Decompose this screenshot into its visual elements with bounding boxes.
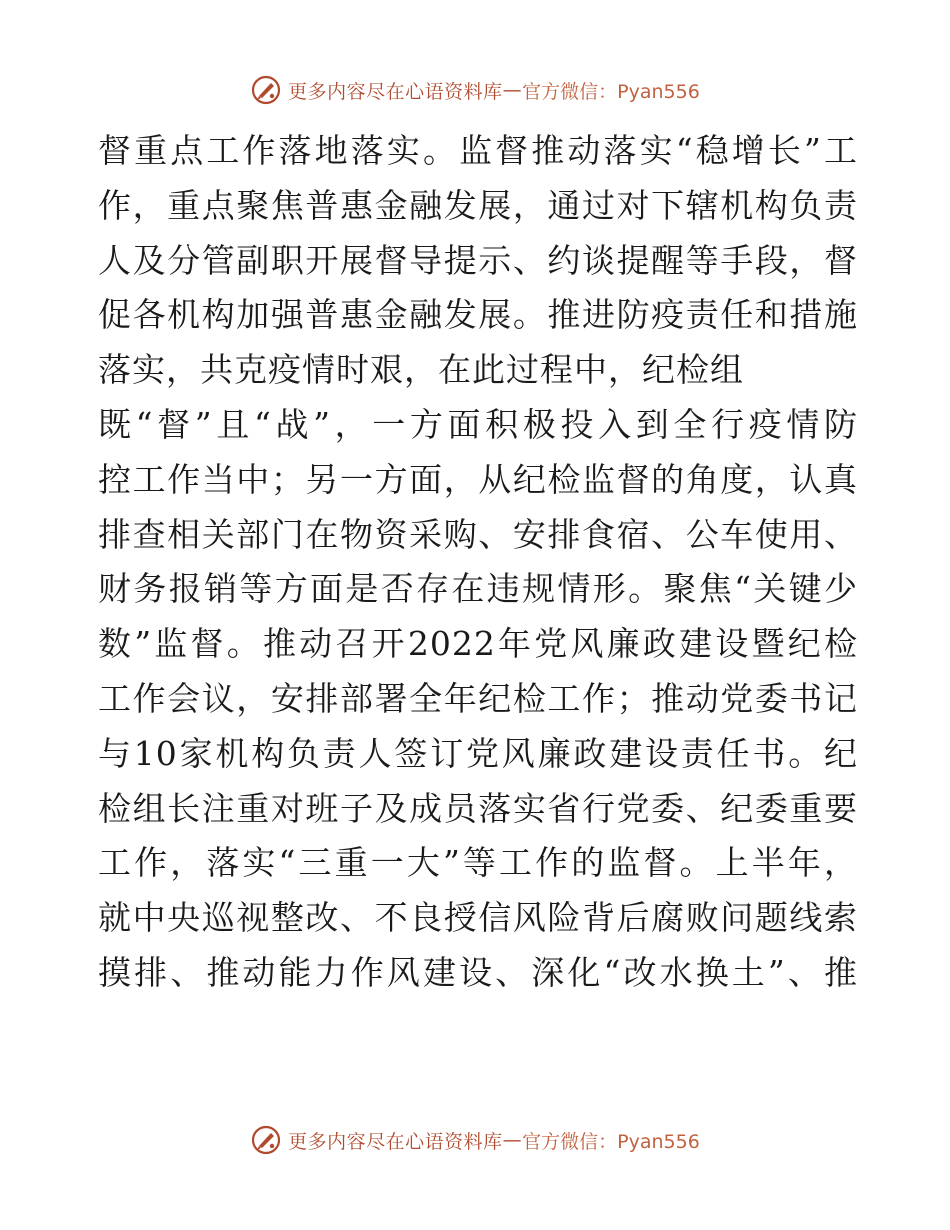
- body-line: 工作会议，安排部署全年纪检工作；推动党委书记: [98, 678, 858, 718]
- body-line: 摸排、推动能力作风建设、深化“改水换土”、推: [98, 952, 858, 992]
- body-line: 数”监督。推动召开2022年党风廉政建设暨纪检: [98, 624, 858, 664]
- watermark-site-text: 更多内容尽在心语资料库: [288, 80, 503, 103]
- body-line: 作，重点聚焦普惠金融发展，通过对下辖机构负责: [98, 185, 858, 225]
- watermark-separator: —: [502, 1129, 523, 1151]
- body-line: 人及分管副职开展督导提示、约谈提醒等手段，督: [98, 240, 858, 280]
- quill-seal-icon: [250, 74, 282, 106]
- watermark-site-text: 更多内容尽在心语资料库: [288, 1130, 503, 1153]
- body-line: 落实，共克疫情时艰，在此过程中，纪检组: [98, 350, 744, 390]
- body-line: 检组长注重对班子及成员落实省行党委、纪委重要: [98, 788, 858, 828]
- footer-watermark: [0, 1122, 950, 1158]
- body-line: 促各机构加强普惠金融发展。推进防疫责任和措施: [98, 295, 858, 335]
- header-watermark: [0, 72, 950, 108]
- body-line: 既“督”且“战”，一方面积极投入到全行疫情防: [98, 404, 858, 444]
- document-body: [98, 124, 858, 1001]
- watermark-wechat-text: 官方微信：Pyan556: [522, 80, 700, 103]
- watermark-separator: —: [502, 79, 523, 101]
- body-line: 排查相关部门在物资采购、安排食宿、公车使用、: [98, 514, 858, 554]
- body-line: 督重点工作落地落实。监督推动落实“稳增长”工: [98, 131, 858, 170]
- watermark-wechat-text: 官方微信：Pyan556: [522, 1130, 700, 1153]
- body-line: 财务报销等方面是否存在违规情形。聚焦“关键少: [98, 569, 858, 609]
- body-line: 控工作当中；另一方面，从纪检监督的角度，认真: [98, 459, 858, 499]
- quill-seal-icon: [250, 1124, 282, 1156]
- body-line: 就中央巡视整改、不良授信风险背后腐败问题线索: [98, 898, 858, 938]
- body-line: 与10家机构负责人签订党风廉政建设责任书。纪: [98, 733, 858, 773]
- body-line: 工作，落实“三重一大”等工作的监督。上半年，: [98, 843, 858, 883]
